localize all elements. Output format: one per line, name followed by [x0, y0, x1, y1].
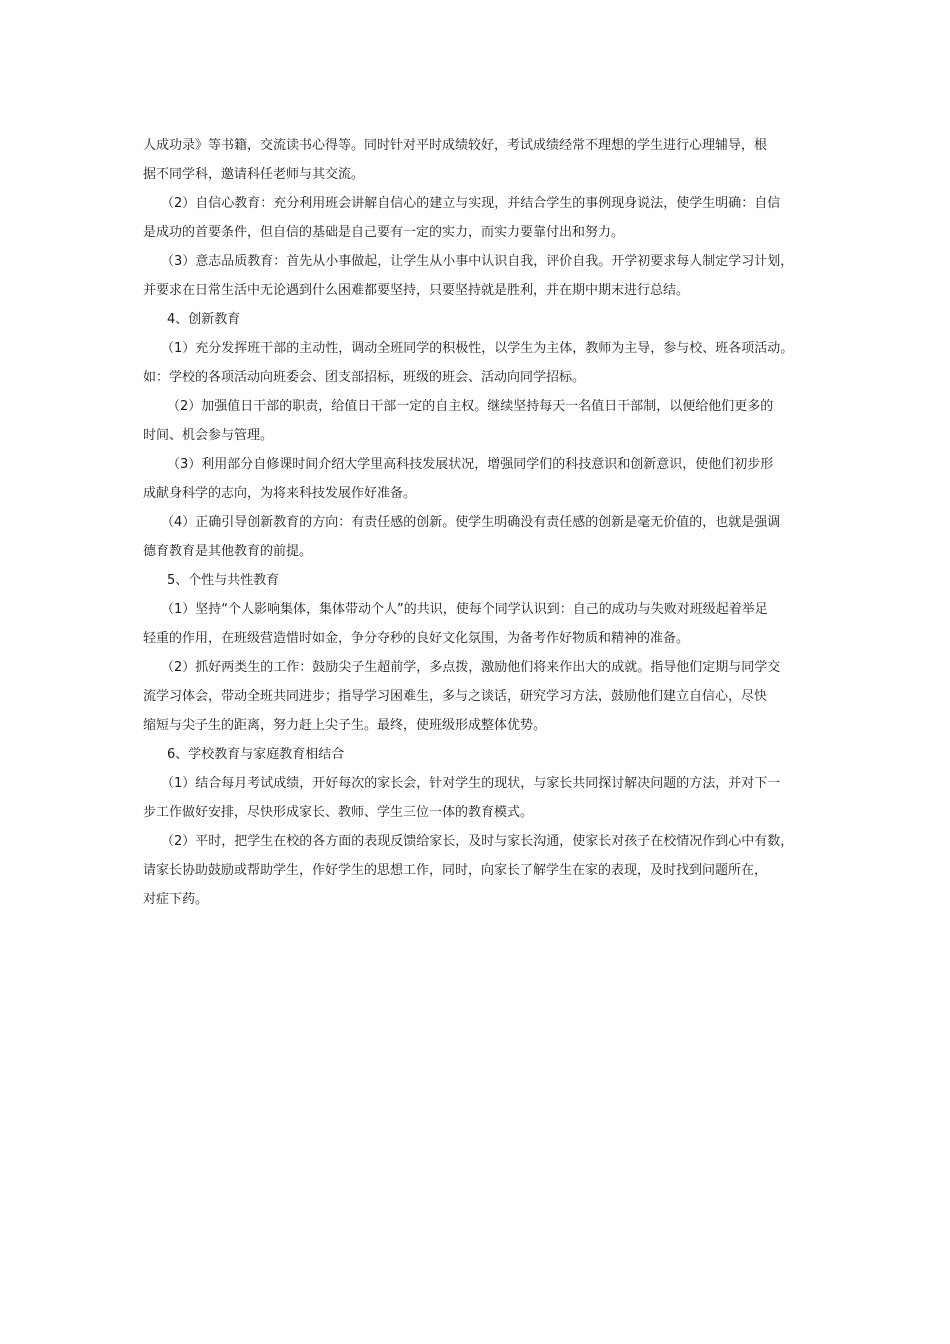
paragraph-item: （2）自信心教育：充分利用班会讲解自信心的建立与实现，并结合学生的事例现身说法，使学生明确：自信 [161, 196, 781, 211]
text-line: 对症下药。 [143, 892, 209, 907]
paragraph-item: （1）结合每月考试成绩，开好每次的家长会，针对学生的现状，与家长共同探讨解决问题的方法，并对下一 [161, 776, 781, 791]
section-heading: 4、创新教育 [167, 312, 241, 327]
paragraph-item: （2）加强值日干部的职责，给值日干部一定的自主权。继续坚持每天一名值日干部制，以便给他们更多的 [167, 399, 774, 414]
paragraph-item: （2）平时，把学生在校的各方面的表现反馈给家长，及时与家长沟通，使家长对孩子在校情况作到心中有数， [161, 834, 794, 849]
paragraph-item: （3）意志品质教育：首先从小事做起，让学生从小事中认识自我，评价自我。开学初要求每人制定学习计划， [161, 254, 794, 269]
text-line: 人成功录》等书籍，交流读书心得等。同时针对平时成绩较好，考试成绩经常不理想的学生进行心理辅导，根 [143, 138, 768, 153]
paragraph-item: （3）利用部分自修课时间介绍大学里高科技发展状况，增强同学们的科技意识和创新意识，使他们初步形 [167, 457, 774, 472]
paragraph-item: （1）坚持“个人影响集体，集体带动个人”的共识，使每个同学认识到：自己的成功与失败对班级起着举足 [161, 602, 768, 617]
text-line: 如：学校的各项活动向班委会、团支部招标，班级的班会、活动向同学招标。 [143, 370, 586, 385]
text-line: 流学习体会，带动全班共同进步；指导学习困难生，多与之谈话，研究学习方法，鼓励他们建立自信心，尽快 [143, 689, 768, 704]
paragraph-item: （4）正确引导创新教育的方向：有责任感的创新。使学生明确没有责任感的创新是毫无价值的，也就是强调 [161, 515, 781, 530]
text-line: 时间、机会参与管理。 [143, 428, 274, 443]
paragraph-item: （1）充分发挥班干部的主动性，调动全班同学的积极性，以学生为主体，教师为主导，参与校、班各项活动。 [161, 341, 794, 356]
text-line: 并要求在日常生活中无论遇到什么困难都要坚持，只要坚持就是胜利，并在期中期末进行总结。 [143, 283, 690, 298]
text-line: 成献身科学的志向，为将来科技发展作好准备。 [143, 486, 417, 501]
text-line: 缩短与尖子生的距离，努力赶上尖子生。最终，使班级形成整体优势。 [143, 718, 547, 733]
document-body [143, 131, 823, 914]
text-line: 步工作做好安排，尽快形成家长、教师、学生三位一体的教育模式。 [143, 805, 534, 820]
section-heading: 6、学校教育与家庭教育相结合 [167, 747, 345, 762]
text-line: 是成功的首要条件，但自信的基础是自己要有一定的实力，而实力要靠付出和努力。 [143, 225, 625, 240]
text-line: 德育教育是其他教育的前提。 [143, 544, 313, 559]
text-line: 请家长协助鼓励或帮助学生，作好学生的思想工作，同时，向家长了解学生在家的表现，及时找到问题所在， [143, 863, 768, 878]
text-line: 据不同学科，邀请科任老师与其交流。 [143, 167, 365, 182]
text-line: 轻重的作用，在班级营造惜时如金，争分夺秒的良好文化氛围，为备考作好物质和精神的准备。 [143, 631, 690, 646]
section-heading: 5、个性与共性教育 [167, 573, 280, 588]
paragraph-item: （2）抓好两类生的工作：鼓励尖子生超前学，多点拨，激励他们将来作出大的成就。指导他们定期与同学交 [161, 660, 781, 675]
